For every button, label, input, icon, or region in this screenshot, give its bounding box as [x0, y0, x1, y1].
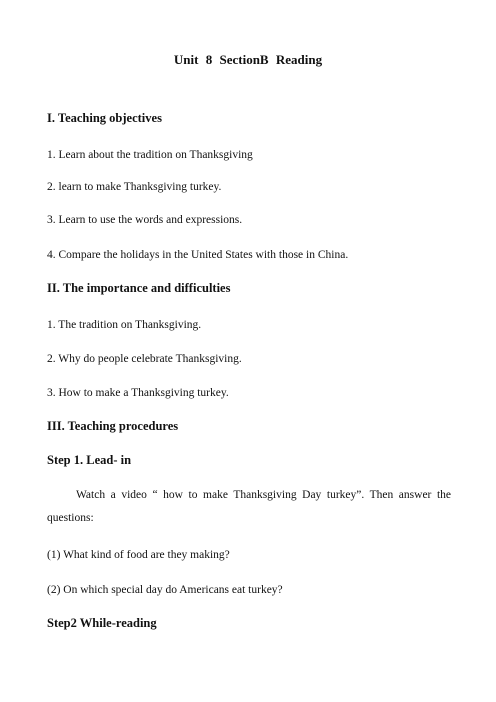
step1-heading: Step 1. Lead- in: [47, 453, 132, 467]
step2-heading: Step2 While-reading: [47, 616, 157, 630]
objective-item-3: 3. Learn to use the words and expressions.: [47, 214, 243, 226]
step1-paragraph: Watch a video “ how to make Thanksgiving Day turkey”. Then answer the questions:: [47, 489, 451, 524]
importance-item-3: 3. How to make a Thanksgiving turkey.: [47, 387, 229, 399]
importance-item-2: 2. Why do people celebrate Thanksgiving.: [47, 353, 242, 365]
step1-question-1: (1) What kind of food are they making?: [47, 549, 230, 561]
objectives-heading: I. Teaching objectives: [47, 111, 162, 125]
importance-item-1: 1. The tradition on Thanksgiving.: [47, 319, 202, 331]
objective-item-1: 1. Learn about the tradition on Thanksgiving: [47, 149, 253, 161]
importance-heading: II. The importance and difficulties: [47, 281, 231, 295]
document-title: Unit 8 SectionB Reading: [173, 52, 323, 67]
objective-item-2: 2. learn to make Thanksgiving turkey.: [47, 181, 222, 193]
objective-item-4: 4. Compare the holidays in the United States with those in China.: [47, 249, 349, 261]
procedures-heading: III. Teaching procedures: [47, 419, 179, 433]
step1-question-2: (2) On which special day do Americans eat turkey?: [47, 584, 283, 596]
